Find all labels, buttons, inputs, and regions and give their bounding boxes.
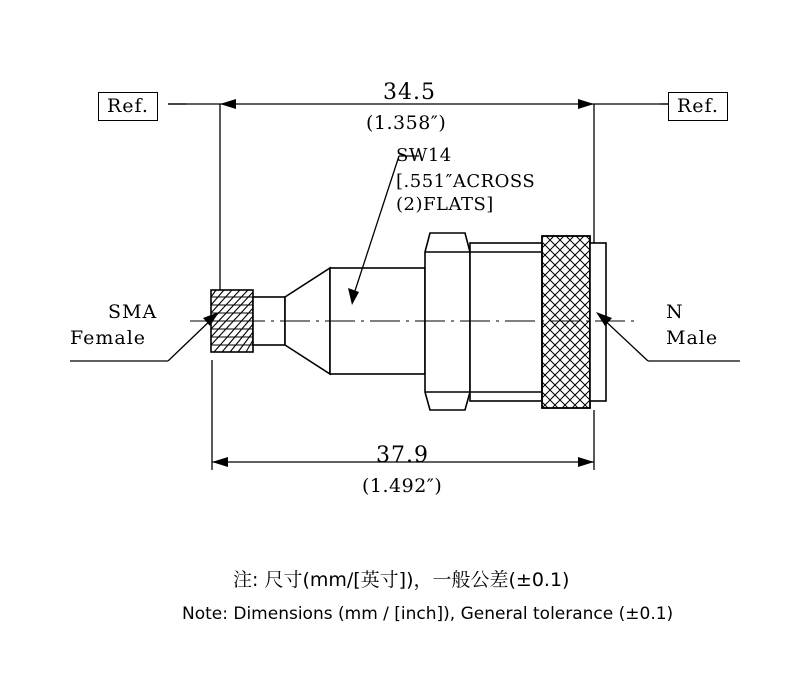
- label-sma-female-line1: SMA: [108, 301, 158, 323]
- callout-sw14-line2: [.551″ACROSS: [396, 171, 536, 192]
- label-sma-female: [70, 300, 158, 351]
- adapter-body: [190, 233, 640, 410]
- dimension-bottom-metric: 37.9: [376, 443, 429, 468]
- dimension-bottom-imperial: (1.492″): [362, 475, 443, 497]
- label-n-male-line2: Male: [666, 326, 719, 349]
- callout-sw14-line1: SW14: [396, 145, 452, 166]
- label-sma-female-line2: Female: [70, 326, 147, 349]
- ref-box-right-label: Ref.: [677, 95, 719, 117]
- dimension-top-metric: 34.5: [383, 80, 436, 105]
- note-chinese: 注: 尺寸(mm/[英寸])，一般公差(±0.1): [233, 569, 570, 591]
- label-n-male: [666, 300, 718, 351]
- callout-sw14-detail: [396, 170, 535, 217]
- dimension-top-imperial: (1.358″): [366, 112, 447, 134]
- ref-box-left-label: Ref.: [107, 95, 149, 117]
- label-n-male-line1: N: [666, 301, 684, 323]
- ref-box-right: [668, 92, 728, 121]
- ref-box-left: [98, 92, 158, 121]
- note-english: Note: Dimensions (mm / [inch]), General tolerance (±0.1): [182, 604, 674, 624]
- callout-sw14-line3: (2)FLATS]: [396, 194, 494, 216]
- callout-sw14: [396, 144, 452, 167]
